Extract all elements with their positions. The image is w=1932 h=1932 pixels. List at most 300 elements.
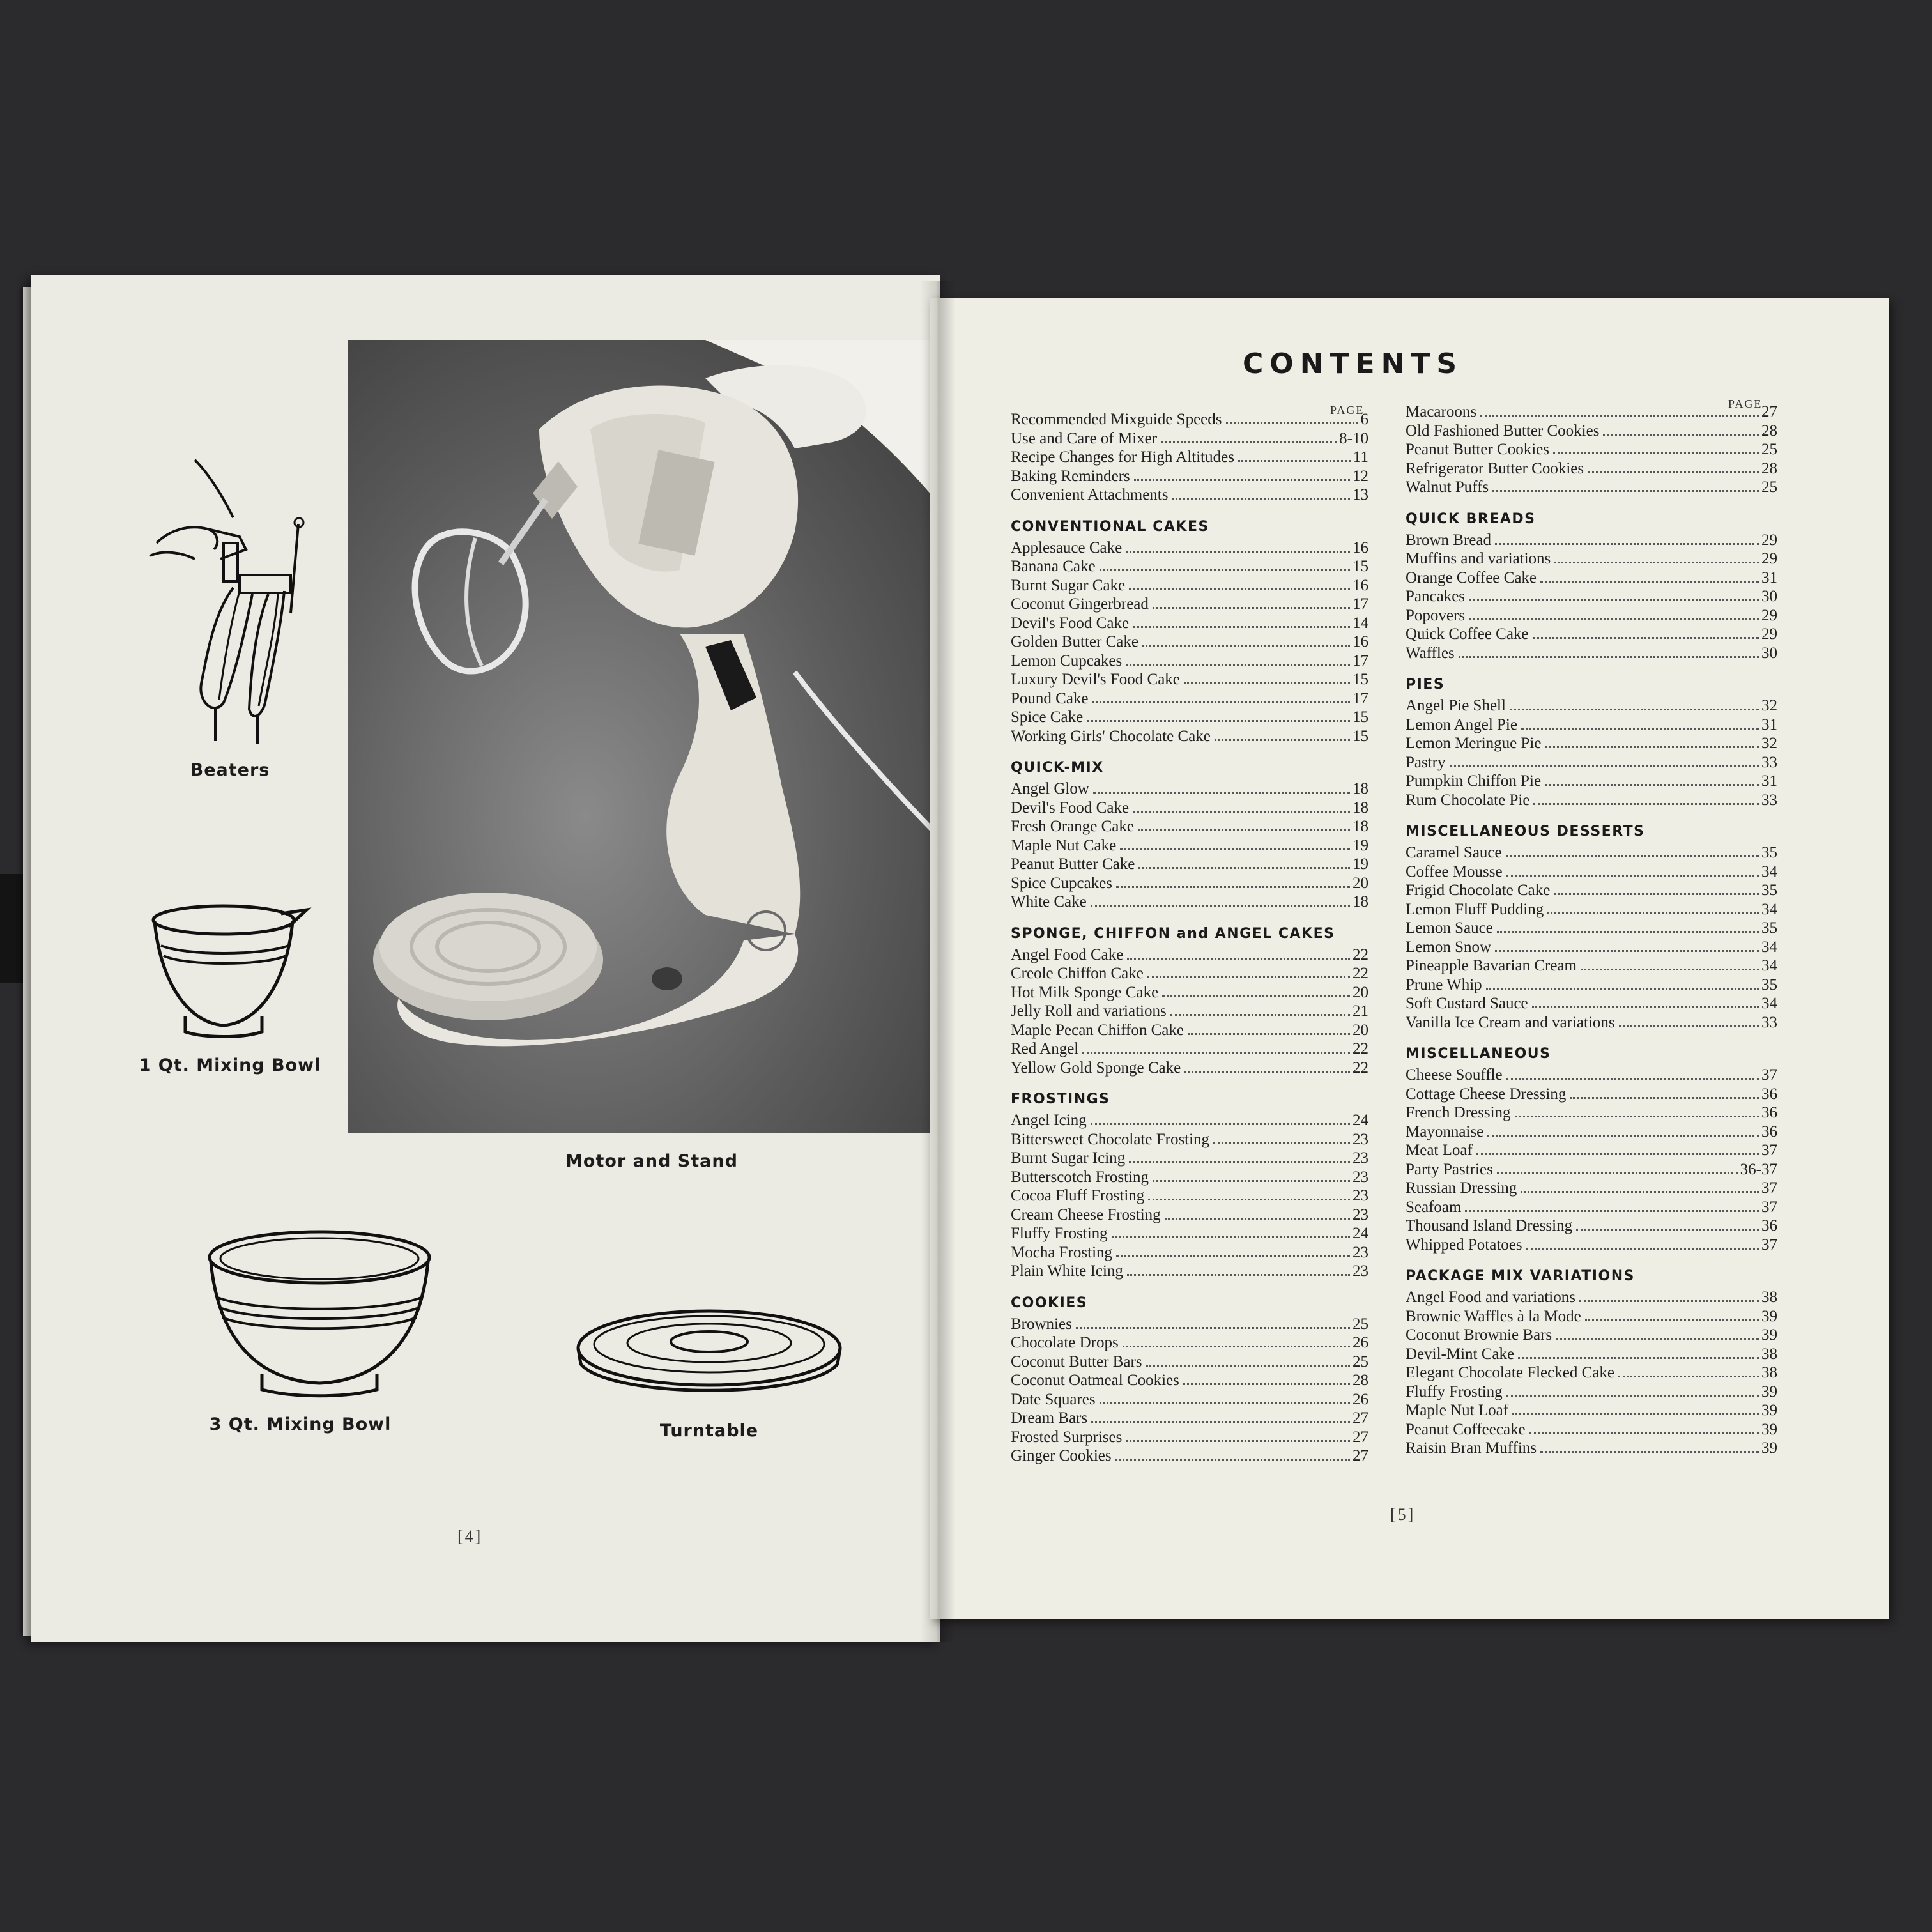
toc-entry <box>1011 964 1368 983</box>
toc-entry-page: 22 <box>1353 946 1368 963</box>
toc-entry <box>1011 1428 1368 1447</box>
toc-entry-page: 39 <box>1761 1383 1777 1400</box>
dot-leader <box>1165 1218 1350 1220</box>
toc-entry <box>1406 1216 1777 1236</box>
dot-leader <box>1521 1191 1759 1193</box>
toc-entry-title: Thousand Island Dressing <box>1406 1217 1573 1234</box>
toc-entry-page: 32 <box>1761 697 1777 714</box>
toc-entry-page: 12 <box>1353 467 1368 485</box>
toc-entry-page: 36 <box>1761 1217 1777 1234</box>
dot-leader <box>1076 1327 1350 1329</box>
folio-left: [4] <box>457 1527 483 1545</box>
toc-entry-title: Frosted Surprises <box>1011 1428 1123 1446</box>
dot-leader <box>1142 645 1350 647</box>
dot-leader <box>1545 746 1759 748</box>
toc-column-right <box>1406 402 1777 1458</box>
toc-entry <box>1406 422 1777 441</box>
toc-entry <box>1011 1333 1368 1353</box>
toc-entry-page: 37 <box>1761 1066 1777 1084</box>
toc-entry-page: 19 <box>1353 836 1368 854</box>
toc-entry <box>1406 1326 1777 1345</box>
section-title: SPONGE, CHIFFON and ANGEL CAKES <box>1011 925 1335 942</box>
toc-entry-title: Lemon Sauce <box>1406 919 1493 937</box>
toc-entry <box>1011 727 1368 746</box>
dot-leader <box>1581 969 1759 970</box>
toc-entry <box>1011 779 1368 799</box>
page-header-right-col: PAGE <box>1728 397 1763 410</box>
toc-entry <box>1011 1390 1368 1409</box>
toc-entry-page: 23 <box>1353 1206 1368 1223</box>
toc-entry-page: 20 <box>1353 874 1368 892</box>
toc-entry <box>1011 1206 1368 1225</box>
dot-leader <box>1127 1274 1350 1276</box>
toc-entry-page: 35 <box>1761 844 1777 861</box>
toc-entry <box>1406 606 1777 625</box>
toc-entry <box>1406 1141 1777 1160</box>
dot-leader <box>1506 855 1759 857</box>
toc-entry <box>1406 1160 1777 1179</box>
toc-entry <box>1406 938 1777 957</box>
toc-entry <box>1011 1168 1368 1187</box>
toc-entry-page: 22 <box>1353 1040 1368 1057</box>
dot-leader <box>1497 931 1759 933</box>
toc-entry-title: Fluffy Frosting <box>1011 1225 1108 1242</box>
toc-entry <box>1406 1103 1777 1123</box>
toc-entry-page: 39 <box>1761 1420 1777 1438</box>
toc-entry-page: 35 <box>1761 882 1777 899</box>
toc-entry <box>1406 696 1777 716</box>
dot-leader <box>1469 618 1759 620</box>
dot-leader <box>1506 1395 1759 1397</box>
toc-entry-title: Fresh Orange Cake <box>1011 818 1134 835</box>
beaters-illustration <box>144 447 310 754</box>
toc-entry <box>1406 1307 1777 1326</box>
caption-large-bowl: 3 Qt. Mixing Bowl <box>209 1414 392 1434</box>
toc-entry-page: 22 <box>1353 1059 1368 1077</box>
toc-entry-page: 23 <box>1353 1168 1368 1186</box>
dot-leader <box>1585 1319 1759 1321</box>
toc-entry-title: Brown Bread <box>1406 531 1491 549</box>
dot-leader <box>1116 1459 1350 1460</box>
toc-entry <box>1011 874 1368 893</box>
dot-leader <box>1476 1153 1759 1155</box>
toc-entry <box>1406 1179 1777 1198</box>
dot-leader <box>1506 1078 1759 1080</box>
toc-entry-page: 37 <box>1761 1198 1777 1216</box>
dot-leader <box>1129 1161 1350 1163</box>
dot-leader <box>1183 1383 1350 1385</box>
toc-entry-title: Walnut Puffs <box>1406 479 1489 496</box>
toc-entry-title: Coffee Mousse <box>1406 862 1503 880</box>
toc-entry <box>1406 862 1777 882</box>
toc-entry-title: Fluffy Frosting <box>1406 1383 1503 1400</box>
toc-entry-page: 15 <box>1353 709 1368 726</box>
toc-entry <box>1011 632 1368 652</box>
folio-right: [5] <box>1390 1505 1416 1524</box>
dot-leader <box>1091 1123 1350 1125</box>
toc-entry-title: Banana Cake <box>1011 558 1096 575</box>
toc-entry-page: 27 <box>1353 1428 1368 1446</box>
dot-leader <box>1480 415 1759 417</box>
toc-entry-title: Whipped Potatoes <box>1406 1236 1522 1254</box>
turntable-illustration <box>572 1303 847 1406</box>
toc-entry-title: Rum Chocolate Pie <box>1406 791 1530 809</box>
toc-entry <box>1011 614 1368 633</box>
toc-entry <box>1011 670 1368 689</box>
toc-entry-page: 34 <box>1761 900 1777 918</box>
toc-entry-page: 28 <box>1353 1372 1368 1389</box>
toc-entry <box>1406 843 1777 862</box>
dot-leader <box>1521 728 1759 730</box>
toc-entry-title: Quick Coffee Cake <box>1406 625 1529 643</box>
toc-entry <box>1406 587 1777 606</box>
toc-entry-title: Burnt Sugar Cake <box>1011 576 1126 594</box>
toc-entry-page: 16 <box>1353 633 1368 650</box>
dot-leader <box>1486 988 1759 990</box>
toc-entry <box>1011 410 1368 429</box>
toc-entry-page: 37 <box>1761 1142 1777 1159</box>
toc-column-left <box>1011 410 1368 1466</box>
toc-entry <box>1011 1243 1368 1262</box>
dot-leader <box>1570 1097 1759 1099</box>
toc-entry-title: Cottage Cheese Dressing <box>1406 1085 1567 1103</box>
dot-leader <box>1129 588 1350 590</box>
toc-entry-page: 28 <box>1761 422 1777 440</box>
toc-entry-page: 31 <box>1761 772 1777 790</box>
toc-entry-page: 29 <box>1761 625 1777 643</box>
toc-entry <box>1011 1446 1368 1466</box>
toc-entry-title: Cheese Souffle <box>1406 1066 1503 1084</box>
toc-entry <box>1011 652 1368 671</box>
toc-entry-title: Macaroons <box>1406 403 1477 420</box>
section-title: QUICK BREADS <box>1406 510 1536 527</box>
toc-entry <box>1406 1420 1777 1439</box>
toc-entry-title: Butterscotch Frosting <box>1011 1168 1149 1186</box>
toc-entry-title: Date Squares <box>1011 1390 1096 1408</box>
toc-entry <box>1011 1149 1368 1168</box>
dot-leader <box>1469 599 1759 601</box>
dot-leader <box>1123 1346 1350 1347</box>
toc-entry-page: 36 <box>1761 1104 1777 1121</box>
toc-entry-title: Hot Milk Sponge Cake <box>1011 983 1159 1001</box>
toc-entry <box>1406 1013 1777 1032</box>
toc-entry <box>1406 1345 1777 1364</box>
toc-entry-title: Cream Cheese Frosting <box>1011 1206 1161 1223</box>
page-header-left-col: PAGE <box>1330 404 1365 417</box>
toc-entry-title: Muffins and variations <box>1406 550 1551 567</box>
toc-entry-page: 25 <box>1761 479 1777 496</box>
toc-entry-page: 36 <box>1761 1123 1777 1140</box>
toc-entry-title: Use and Care of Mixer <box>1011 429 1158 447</box>
dot-leader <box>1579 1300 1759 1302</box>
toc-entry-page: 26 <box>1353 1334 1368 1351</box>
toc-entry-title: Maple Nut Loaf <box>1406 1402 1509 1419</box>
dot-leader <box>1146 1365 1350 1367</box>
toc-entry <box>1011 1059 1368 1078</box>
dot-leader <box>1495 543 1759 545</box>
toc-entry-page: 25 <box>1761 441 1777 458</box>
dot-leader <box>1619 1025 1759 1027</box>
toc-entry-title: Spice Cupcakes <box>1011 874 1112 892</box>
toc-entry <box>1011 1130 1368 1149</box>
dot-leader <box>1133 626 1350 628</box>
toc-entry-page: 26 <box>1353 1390 1368 1408</box>
toc-entry-page: 30 <box>1761 588 1777 605</box>
toc-entry-page: 15 <box>1353 558 1368 575</box>
toc-entry <box>1011 855 1368 874</box>
toc-entry-title: Popovers <box>1406 606 1466 624</box>
toc-entry-title: Soft Custard Sauce <box>1406 995 1528 1012</box>
toc-entry <box>1406 1401 1777 1420</box>
toc-entry-page: 29 <box>1761 531 1777 549</box>
dot-leader <box>1603 434 1759 436</box>
toc-entry-page: 36-37 <box>1740 1160 1777 1178</box>
toc-entry <box>1011 946 1368 965</box>
toc-entry-title: Pineapple Bavarian Cream <box>1406 957 1577 974</box>
toc-entry-page: 28 <box>1761 459 1777 477</box>
toc-entry <box>1406 1363 1777 1383</box>
toc-entry-title: Old Fashioned Butter Cookies <box>1406 422 1600 440</box>
dot-leader <box>1547 912 1759 914</box>
toc-entry <box>1011 448 1368 467</box>
toc-entry <box>1406 459 1777 479</box>
dot-leader <box>1618 1376 1759 1377</box>
toc-entry <box>1406 734 1777 753</box>
toc-entry <box>1406 1198 1777 1217</box>
toc-entry-page: 19 <box>1353 855 1368 873</box>
toc-entry-title: Frigid Chocolate Cake <box>1406 882 1551 899</box>
toc-entry-page: 31 <box>1761 716 1777 733</box>
section-title: FROSTINGS <box>1011 1091 1110 1107</box>
toc-entry-page: 29 <box>1761 606 1777 624</box>
toc-entry-page: 23 <box>1353 1187 1368 1204</box>
toc-entry-page: 17 <box>1353 595 1368 613</box>
section-title: MISCELLANEOUS DESSERTS <box>1406 824 1645 839</box>
toc-entry-title: Spice Cake <box>1011 709 1084 726</box>
toc-entry-title: Coconut Oatmeal Cookies <box>1011 1372 1179 1389</box>
toc-entry <box>1406 625 1777 644</box>
toc-entry-page: 25 <box>1353 1353 1368 1370</box>
toc-entry-title: White Cake <box>1011 893 1087 910</box>
toc-entry-page: 23 <box>1353 1262 1368 1280</box>
toc-entry-page: 21 <box>1353 1002 1368 1020</box>
toc-entry-title: Peanut Butter Cake <box>1011 855 1135 873</box>
toc-entry <box>1406 881 1777 900</box>
toc-entry <box>1011 1002 1368 1021</box>
toc-entry-page: 34 <box>1761 938 1777 956</box>
toc-entry <box>1406 531 1777 550</box>
toc-entry <box>1406 772 1777 791</box>
toc-entry-page: 34 <box>1761 957 1777 974</box>
toc-entry-page: 16 <box>1353 576 1368 594</box>
toc-entry-title: Party Pastries <box>1406 1160 1493 1178</box>
dot-leader <box>1554 562 1759 564</box>
dot-leader <box>1100 569 1350 571</box>
toc-entry-title: Jelly Roll and variations <box>1011 1002 1167 1020</box>
toc-entry-title: Seafoam <box>1406 1198 1462 1216</box>
section-title: PIES <box>1406 677 1445 693</box>
section-title: QUICK-MIX <box>1011 760 1104 776</box>
dot-leader <box>1127 958 1350 960</box>
toc-entry <box>1011 836 1368 855</box>
toc-entry-page: 27 <box>1761 403 1777 420</box>
toc-entry-title: Burnt Sugar Icing <box>1011 1149 1126 1167</box>
toc-entry <box>1406 716 1777 735</box>
toc-entry <box>1011 983 1368 1002</box>
gutter-shadow <box>920 281 956 1642</box>
dot-leader <box>1091 1421 1350 1423</box>
dot-leader <box>1116 1255 1350 1257</box>
toc-entry <box>1011 1371 1368 1390</box>
toc-entry-title: Angel Pie Shell <box>1406 697 1506 714</box>
toc-entry-page: 17 <box>1353 652 1368 670</box>
toc-entry-title: Yellow Gold Sponge Cake <box>1011 1059 1181 1077</box>
dot-leader <box>1497 1172 1738 1174</box>
toc-entry <box>1406 478 1777 497</box>
toc-entry-title: Russian Dressing <box>1406 1179 1517 1197</box>
dot-leader <box>1515 1116 1759 1117</box>
toc-entry-page: 23 <box>1353 1243 1368 1261</box>
toc-entry <box>1406 440 1777 459</box>
toc-entry <box>1406 919 1777 938</box>
caption-beaters: Beaters <box>190 760 270 780</box>
toc-entry-page: 18 <box>1353 780 1368 797</box>
toc-entry <box>1011 1315 1368 1334</box>
toc-entry-title: Devil's Food Cake <box>1011 614 1130 632</box>
toc-entry-title: Coconut Butter Bars <box>1011 1353 1142 1370</box>
toc-entry-title: Waffles <box>1406 644 1455 662</box>
toc-entry-title: Baking Reminders <box>1011 467 1130 485</box>
toc-entry-title: Devil's Food Cake <box>1011 799 1130 816</box>
section-title: COOKIES <box>1011 1294 1088 1311</box>
toc-entry-title: Brownies <box>1011 1315 1072 1333</box>
dot-leader <box>1465 1210 1759 1212</box>
toc-entry-page: 39 <box>1761 1439 1777 1457</box>
toc-entry-title: Pumpkin Chiffon Pie <box>1406 772 1542 790</box>
dot-leader <box>1133 811 1350 813</box>
dot-leader <box>1184 1071 1350 1073</box>
toc-entry-page: 33 <box>1761 1013 1777 1031</box>
toc-entry-title: Luxury Devil's Food Cake <box>1011 671 1180 688</box>
toc-entry-title: Creole Chiffon Cake <box>1011 965 1144 982</box>
dot-leader <box>1138 829 1350 831</box>
toc-entry-title: Angel Food Cake <box>1011 946 1124 963</box>
toc-entry <box>1011 893 1368 912</box>
caption-motor-stand: Motor and Stand <box>565 1151 738 1171</box>
dot-leader <box>1226 422 1358 424</box>
toc-entry-title: Plain White Icing <box>1011 1262 1123 1280</box>
toc-entry <box>1011 1353 1368 1372</box>
toc-entry-title: Lemon Angel Pie <box>1406 716 1517 733</box>
section-title: MISCELLANEOUS <box>1406 1046 1551 1062</box>
toc-entry-page: 15 <box>1353 727 1368 745</box>
dot-leader <box>1492 490 1759 492</box>
toc-entry-title: Maple Nut Cake <box>1011 836 1117 854</box>
toc-entry-title: Devil-Mint Cake <box>1406 1345 1515 1363</box>
dot-leader <box>1450 765 1759 767</box>
section-title: CONVENTIONAL CAKES <box>1011 518 1209 535</box>
toc-entry <box>1011 576 1368 595</box>
caption-small-bowl: 1 Qt. Mixing Bowl <box>139 1055 321 1075</box>
dot-leader <box>1184 682 1350 684</box>
dot-leader <box>1091 905 1350 907</box>
dot-leader <box>1134 479 1350 481</box>
section-title: PACKAGE MIX VARIATIONS <box>1406 1268 1635 1284</box>
toc-entry-page: 34 <box>1761 995 1777 1012</box>
dot-leader <box>1576 1229 1759 1230</box>
toc-entry-title: Lemon Snow <box>1406 938 1492 956</box>
toc-entry-page: 34 <box>1761 862 1777 880</box>
toc-entry-title: Bittersweet Chocolate Frosting <box>1011 1130 1210 1148</box>
dot-leader <box>1162 995 1350 997</box>
dot-leader <box>1533 803 1759 805</box>
toc-entry <box>1011 539 1368 558</box>
dot-leader <box>1533 637 1759 639</box>
dot-leader <box>1556 1338 1759 1340</box>
dot-leader <box>1087 720 1350 722</box>
toc-entry-page: 11 <box>1353 448 1368 466</box>
toc-entry-page: 38 <box>1761 1364 1777 1381</box>
toc-entry <box>1406 644 1777 663</box>
toc-entry-title: Peanut Butter Cookies <box>1406 441 1549 458</box>
toc-entry-title: Meat Loaf <box>1406 1142 1473 1159</box>
toc-entry-title: Working Girls' Chocolate Cake <box>1011 727 1211 745</box>
toc-entry-page: 35 <box>1761 976 1777 993</box>
toc-entry-title: Lemon Fluff Pudding <box>1406 900 1544 918</box>
toc-entry-title: Lemon Cupcakes <box>1011 652 1123 670</box>
toc-entry-page: 13 <box>1353 486 1368 503</box>
toc-entry <box>1406 1383 1777 1402</box>
toc-entry-page: 39 <box>1761 1402 1777 1419</box>
dot-leader <box>1526 1248 1759 1250</box>
dot-leader <box>1161 441 1337 443</box>
toc-entry-page: 38 <box>1761 1289 1777 1306</box>
dot-leader <box>1147 976 1350 978</box>
dot-leader <box>1540 581 1759 583</box>
toc-entry-page: 23 <box>1353 1130 1368 1148</box>
toc-entry-title: Coconut Brownie Bars <box>1406 1326 1552 1344</box>
dot-leader <box>1138 867 1350 869</box>
toc-entry-page: 35 <box>1761 919 1777 937</box>
toc-entry-page: 20 <box>1353 983 1368 1001</box>
dot-leader <box>1553 452 1759 454</box>
toc-entry-page: 23 <box>1353 1149 1368 1167</box>
toc-entry-title: Brownie Waffles à la Mode <box>1406 1307 1581 1325</box>
toc-entry <box>1406 1123 1777 1142</box>
toc-entry-page: 32 <box>1761 735 1777 752</box>
toc-entry <box>1406 1236 1777 1255</box>
toc-entry <box>1406 976 1777 995</box>
toc-entry-page: 36 <box>1761 1085 1777 1103</box>
toc-entry-title: Pastry <box>1406 753 1446 771</box>
dot-leader <box>1554 893 1759 895</box>
toc-entry-title: Maple Pecan Chiffon Cake <box>1011 1021 1184 1039</box>
dot-leader <box>1116 886 1350 888</box>
toc-entry-page: 29 <box>1761 550 1777 567</box>
toc-entry-title: Mocha Frosting <box>1011 1243 1113 1261</box>
toc-entry-title: Ginger Cookies <box>1011 1447 1112 1464</box>
toc-entry-title: Cocoa Fluff Frosting <box>1011 1187 1145 1204</box>
dot-leader <box>1188 1033 1350 1035</box>
toc-entry-title: Raisin Bran Muffins <box>1406 1439 1537 1457</box>
toc-entry-title: Caramel Sauce <box>1406 844 1502 861</box>
dot-leader <box>1153 607 1350 609</box>
toc-entry-page: 18 <box>1353 799 1368 816</box>
dot-leader <box>1126 1440 1350 1442</box>
dot-leader <box>1238 460 1351 462</box>
toc-entry <box>1011 1224 1368 1243</box>
toc-entry-page: 14 <box>1353 614 1368 632</box>
